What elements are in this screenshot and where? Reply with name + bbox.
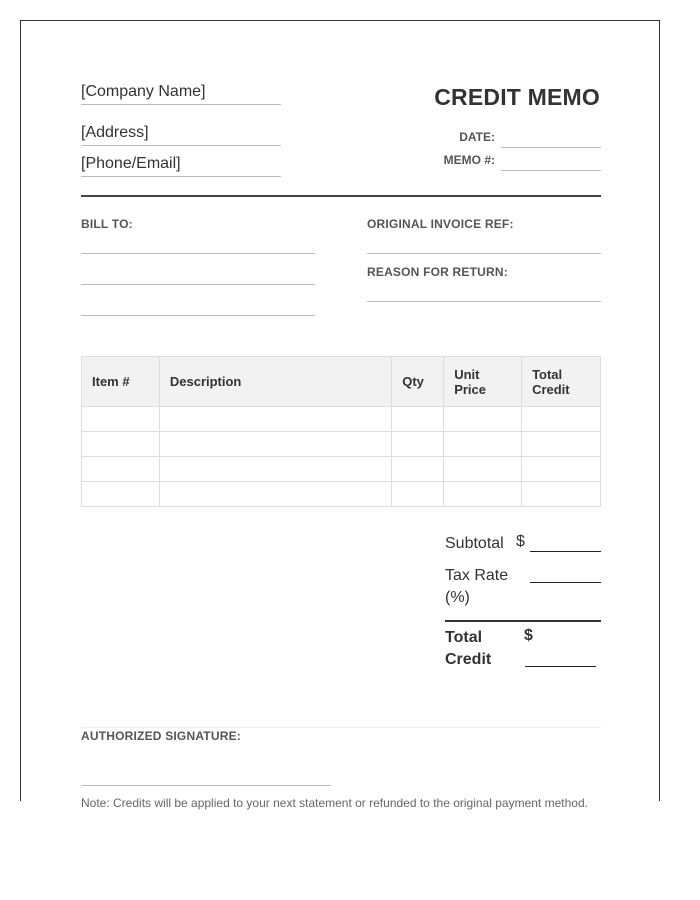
header-description: Description [159,357,391,407]
original-invoice-ref-label: ORIGINAL INVOICE REF: [367,217,514,231]
bill-to-label: BILL TO: [81,217,133,231]
company-phone-email: [Phone/Email] [81,154,281,177]
bill-to-line-1 [81,253,315,254]
tax-rate-field-line [530,582,601,583]
cell [522,482,601,507]
cell [82,457,160,482]
total-credit-field-line [525,666,596,667]
cell [392,457,444,482]
date-label: DATE: [459,130,495,144]
memo-number-field-line [501,170,601,171]
memo-number-label: MEMO #: [443,153,495,167]
table-row [82,407,601,432]
cell [522,457,601,482]
credit-memo-page [20,20,660,810]
company-address: [Address] [81,123,281,146]
bill-to-line-3 [81,315,315,316]
original-invoice-ref-line [367,253,601,254]
total-credit-label: Total Credit [445,629,492,668]
cell [392,432,444,457]
reason-for-return-line [367,301,601,302]
cell [392,482,444,507]
cell [444,457,522,482]
cell [392,407,444,432]
table-row [82,457,601,482]
date-field-line [501,147,601,148]
authorized-signature-label: AUTHORIZED SIGNATURE: [81,729,241,743]
header-total-credit: Total Credit [522,357,601,407]
header-rule [81,195,601,197]
table-row [82,432,601,457]
cell [522,432,601,457]
subtotal-currency-symbol: $ [516,533,525,550]
cell [159,482,391,507]
cell [444,407,522,432]
cell [522,407,601,432]
cell [444,432,522,457]
cell [82,432,160,457]
table-row [82,482,601,507]
section-divider [81,727,601,728]
bill-to-line-2 [81,284,315,285]
subtotal-field-line [530,551,601,552]
total-credit-currency-symbol: $ [524,627,533,644]
cell [444,482,522,507]
header-item-number: Item # [82,357,160,407]
table-header-row [82,357,601,407]
footer-note: Note: Credits will be applied to your next statement or refunded to the original payment method. [81,796,588,810]
cell [159,432,391,457]
subtotal-label: Subtotal [445,535,504,552]
header-qty: Qty [392,357,444,407]
cell [159,407,391,432]
signature-line [81,785,331,786]
items-table [81,356,601,507]
cell [82,407,160,432]
document-title: CREDIT MEMO [434,84,600,110]
totals-rule [445,620,601,622]
reason-for-return-label: REASON FOR RETURN: [367,265,508,279]
header-unit-price: Unit Price [444,357,522,407]
cell [82,482,160,507]
tax-rate-label: Tax Rate (%) [445,567,509,606]
cell [159,457,391,482]
company-name: [Company Name] [81,82,281,105]
